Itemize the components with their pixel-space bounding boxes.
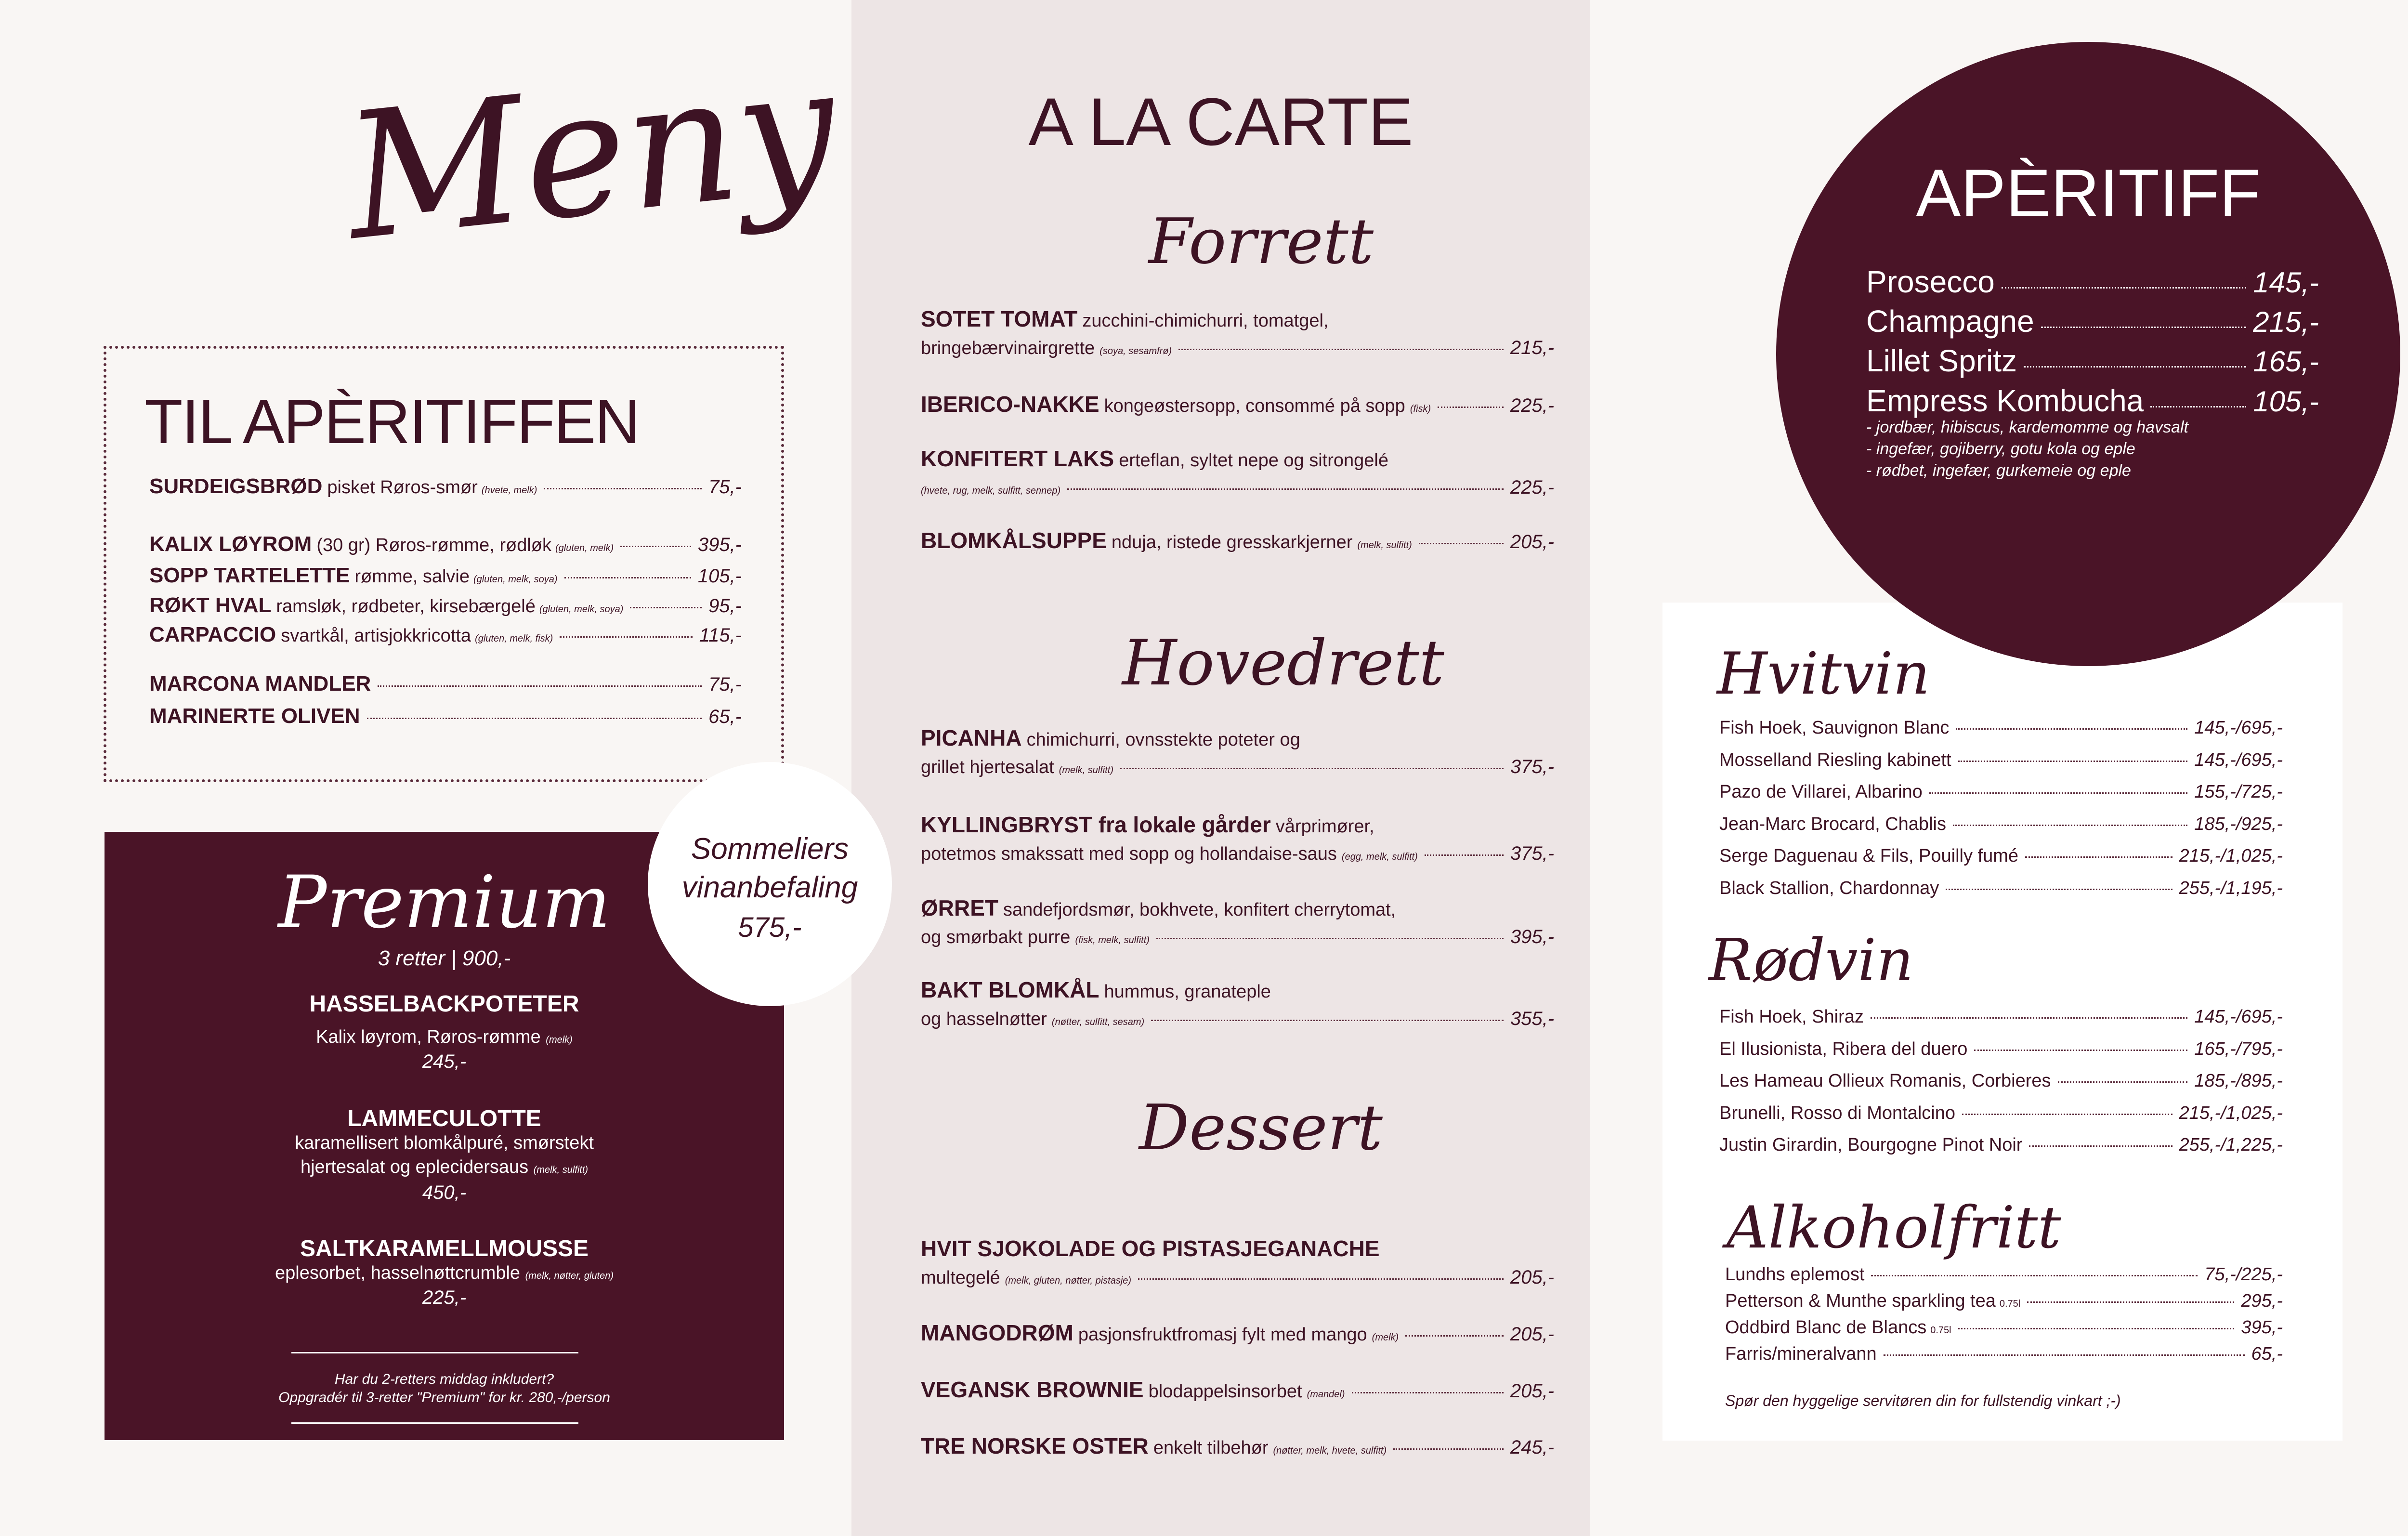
rodvin-item-name: Brunelli, Rosso di Montalcino — [1719, 1103, 1956, 1123]
rodvin-item-price: 215,-/1,025,- — [2179, 1103, 2283, 1123]
hovedrett-dish-allergens: (nøtter, sulfitt, sesam) — [1051, 1017, 1145, 1027]
forrett-dish-line1 — [921, 306, 1554, 332]
aperitiff-note: - ingefær, gojiberry, gotu kola og eple — [1866, 440, 2135, 458]
hovedrett-dish-desc: hummus, granateple — [1104, 982, 1271, 1002]
hvitvin-item — [1719, 750, 2283, 771]
forrett-dish-allergens: (melk, sulfitt) — [1357, 540, 1412, 551]
til-item-desc: pisket Røros-smør — [327, 477, 478, 498]
til-item-desc: rømme, salvie — [354, 566, 470, 587]
dot-leader — [564, 577, 691, 578]
til-item — [149, 474, 742, 499]
sommelier-line1: Sommeliers — [691, 832, 849, 866]
dot-leader — [630, 607, 702, 608]
hovedrett-dish-price: 355,- — [1510, 1008, 1554, 1029]
premium-dish-2-line2 — [105, 1157, 784, 1178]
hovedrett-dish-line2 — [921, 843, 1554, 865]
rodvin-item — [1719, 1103, 2283, 1124]
rodvin-item-price: 255,-/1,225,- — [2179, 1135, 2283, 1155]
dot-leader — [1352, 1392, 1504, 1393]
premium-dish-2-name: LAMMECULOTTE — [347, 1106, 541, 1131]
til-item-price: 105,- — [697, 565, 742, 587]
premium-footer-line2: Oppgradér til 3-retter "Premium" for kr. 280,-/person — [278, 1390, 610, 1405]
dot-leader — [1871, 1017, 2187, 1019]
premium-heading: Premium — [278, 861, 611, 945]
menu-title: Meny — [337, 26, 845, 279]
aperitiff-item-name: Prosecco — [1866, 264, 1995, 299]
rodvin-item — [1719, 1007, 2283, 1027]
aperitiff-item-price: 145,- — [2253, 266, 2319, 299]
aperitiff-heading: APÈRITIFF — [1916, 155, 2261, 231]
dot-leader — [2029, 1145, 2172, 1147]
dessert-dish-name: TRE NORSKE OSTER — [921, 1433, 1149, 1458]
forrett-dish-line2 — [921, 337, 1554, 359]
til-item-allergens: (hvete, melk) — [481, 485, 537, 496]
dessert-dish-name: MANGODRØM — [921, 1320, 1073, 1345]
til-item-desc: (30 gr) Røros-rømme, rødløk — [316, 535, 551, 555]
hovedrett-dish-desc: chimichurri, ovnsstekte poteter og — [1026, 730, 1300, 750]
dot-leader — [1419, 543, 1504, 544]
hovedrett-dish-line1 — [921, 725, 1554, 751]
til-item — [149, 593, 742, 617]
forrett-dish-line1 — [921, 391, 1554, 417]
til-item-name: SURDEIGSBRØD — [149, 474, 323, 498]
alko-item-name: Oddbird Blanc de Blancs — [1725, 1317, 1927, 1338]
hovedrett-dish-line2 — [921, 926, 1554, 948]
dessert-dish-line2 — [921, 1267, 1554, 1288]
hovedrett-dish-price: 375,- — [1510, 843, 1554, 864]
hovedrett-dish-name: KYLLINGBRYST fra lokale gårder — [921, 812, 1271, 837]
dot-leader — [1929, 792, 2187, 794]
dot-leader — [2025, 856, 2172, 858]
premium-divider-top — [291, 1352, 578, 1353]
dot-leader — [2041, 327, 2247, 328]
til-item-name: MARCONA MANDLER — [149, 672, 371, 696]
til-item-price: 75,- — [708, 476, 742, 498]
premium-dish-1-allergens: (melk) — [546, 1035, 573, 1045]
til-item-allergens: (gluten, melk, soya) — [539, 604, 624, 615]
dot-leader — [1953, 825, 2187, 826]
hvitvin-item-price: 155,-/725,- — [2194, 782, 2283, 802]
alko-item-size: 0.75l — [1999, 1299, 2021, 1309]
aperitiff-item — [1866, 303, 2319, 339]
hovedrett-dish-name: ØRRET — [921, 895, 998, 920]
rodvin-item-name: El Ilusionista, Ribera del duero — [1719, 1038, 1968, 1059]
dot-leader — [1438, 407, 1504, 408]
rodvin-item-price: 165,-/795,- — [2194, 1038, 2283, 1059]
forrett-dish-price: 225,- — [1510, 477, 1554, 498]
forrett-dish-desc: kongeøstersopp, consommé på sopp — [1104, 396, 1405, 416]
forrett-dish-name: KONFITERT LAKS — [921, 446, 1114, 471]
premium-dish-3-price: 225,- — [422, 1287, 467, 1308]
dessert-dish-line1 — [921, 1320, 1554, 1346]
til-item — [149, 623, 742, 647]
til-item-desc: ramsløk, rødbeter, kirsebærgelé — [276, 596, 536, 617]
rodvin-item-price: 185,-/895,- — [2194, 1071, 2283, 1091]
aperitiff-item-name: Champagne — [1866, 304, 2034, 339]
hvitvin-item — [1719, 782, 2283, 802]
rodvin-heading: Rødvin — [1709, 927, 1914, 994]
dessert-dish-name: HVIT SJOKOLADE OG PISTASJEGANACHE — [921, 1236, 1380, 1261]
forrett-dish-allergens: (hvete, rug, melk, sulfitt, sennep) — [921, 486, 1061, 496]
til-item-allergens: (gluten, melk, fisk) — [475, 633, 553, 644]
forrett-dish-price: 225,- — [1510, 395, 1554, 416]
forrett-dish-line2 — [921, 477, 1554, 499]
aperitiff-item-price: 215,- — [2253, 306, 2319, 338]
hovedrett-heading: Hovedrett — [1122, 626, 1444, 699]
dessert-dish-allergens: (nøtter, melk, hvete, sulfitt) — [1273, 1445, 1387, 1456]
rodvin-item-name: Justin Girardin, Bourgogne Pinot Noir — [1719, 1135, 2023, 1155]
hovedrett-dish-name: BAKT BLOMKÅL — [921, 977, 1099, 1002]
hvitvin-item — [1719, 718, 2283, 738]
til-item-allergens: (gluten, melk) — [555, 543, 614, 553]
til-item — [149, 564, 742, 588]
premium-dish-2-line2-text: hjertesalat og eplecidersaus — [300, 1157, 529, 1177]
hovedrett-dish-line1 — [921, 812, 1554, 838]
forrett-dish-name: SOTET TOMAT — [921, 306, 1078, 331]
dot-leader — [1958, 761, 2188, 762]
til-item — [149, 672, 742, 696]
dot-leader — [2058, 1081, 2188, 1083]
rodvin-item — [1719, 1071, 2283, 1091]
dot-leader — [1425, 854, 1504, 856]
hvitvin-item-price: 145,-/695,- — [2194, 718, 2283, 738]
hovedrett-dish-line2 — [921, 1008, 1554, 1030]
premium-dish-1-desc — [105, 1027, 784, 1048]
premium-dish-2-allergens: (melk, sulfitt) — [533, 1165, 589, 1175]
til-item-price: 95,- — [708, 595, 742, 617]
hovedrett-dish-price: 395,- — [1510, 926, 1554, 947]
forrett-dish-price: 215,- — [1510, 337, 1554, 358]
sommelier-price: 575,- — [738, 912, 802, 943]
hovedrett-dish-allergens: (egg, melk, sulfitt) — [1341, 852, 1418, 862]
rodvin-item — [1719, 1039, 2283, 1060]
dot-leader — [1067, 488, 1504, 490]
hvitvin-heading: Hvitvin — [1717, 641, 1930, 708]
alacarte-heading: A LA CARTE — [1028, 84, 1413, 159]
forrett-dish-desc: zucchini-chimichurri, tomatgel, — [1082, 311, 1329, 331]
aperitiff-note: - rødbet, ingefær, gurkemeie og eple — [1866, 461, 2131, 480]
aperitiff-item — [1866, 264, 2319, 300]
til-item — [149, 704, 742, 728]
dot-leader — [1156, 938, 1504, 939]
forrett-dish-desc: nduja, ristede gresskarkjerner — [1111, 532, 1353, 552]
dessert-dish-line2-text: multegelé — [921, 1268, 1000, 1288]
hvitvin-item — [1719, 878, 2283, 899]
dessert-dish-line1 — [921, 1377, 1554, 1403]
forrett-dish-price: 205,- — [1510, 531, 1554, 552]
hovedrett-dish-desc: vårprimører, — [1275, 816, 1374, 837]
dot-leader — [2027, 1301, 2234, 1303]
dessert-heading: Dessert — [1139, 1091, 1383, 1164]
forrett-dish-desc: erteflan, syltet nepe og sitrongelé — [1119, 450, 1388, 471]
aperitiff-item-name: Lillet Spritz — [1866, 343, 2017, 378]
hvitvin-item-name: Serge Daguenau & Fils, Pouilly fumé — [1719, 846, 2018, 866]
alko-item-price: 75,-/225,- — [2204, 1264, 2283, 1285]
forrett-dish-allergens: (soya, sesamfrø) — [1099, 346, 1172, 356]
alko-item-price: 295,- — [2241, 1291, 2283, 1311]
forrett-dish-line1 — [921, 527, 1554, 553]
rodvin-item-name: Fish Hoek, Shiraz — [1719, 1007, 1864, 1027]
alko-item — [1725, 1317, 2283, 1338]
aperitiff-item-price: 105,- — [2253, 385, 2319, 418]
dessert-dish-price: 205,- — [1510, 1380, 1554, 1402]
aperitiff-item — [1866, 343, 2319, 379]
alko-item-price: 65,- — [2251, 1344, 2283, 1364]
premium-dish-3-desc — [105, 1263, 784, 1284]
dessert-dish-allergens: (melk) — [1372, 1332, 1399, 1343]
aperitiff-item-price: 165,- — [2253, 345, 2319, 378]
premium-footer-line1: Har du 2-retters middag inkludert? — [334, 1371, 554, 1387]
premium-dish-2-price: 450,- — [422, 1182, 467, 1203]
hovedrett-dish-line2-text: potetmos smakssatt med sopp og hollandaise-saus — [921, 844, 1337, 864]
til-item — [149, 532, 742, 556]
hovedrett-dish-line2-text: og smørbakt purre — [921, 927, 1071, 947]
dessert-dish-line1 — [921, 1433, 1554, 1459]
premium-subtitle: 3 retter | 900,- — [378, 946, 511, 970]
dot-leader — [2002, 287, 2246, 289]
rodvin-item-price: 145,-/695,- — [2194, 1007, 2283, 1027]
dot-leader — [1393, 1448, 1504, 1450]
dessert-dish-name: VEGANSK BROWNIE — [921, 1377, 1144, 1402]
dot-leader — [560, 636, 692, 638]
sommelier-badge — [648, 762, 892, 1006]
til-item-price: 395,- — [697, 534, 742, 555]
dessert-dish-line1 — [921, 1235, 1554, 1261]
hovedrett-dish-allergens: (fisk, melk, sulfitt) — [1075, 935, 1150, 945]
dot-leader — [1958, 1328, 2235, 1329]
premium-dish-3-line1: eplesorbet, hasselnøttcrumble — [275, 1263, 521, 1283]
forrett-dish-line2-text: bringebærvinairgrette — [921, 338, 1095, 358]
hvitvin-item-price: 215,-/1,025,- — [2179, 846, 2283, 866]
hovedrett-dish-line2-text: og hasselnøtter — [921, 1009, 1047, 1029]
hvitvin-item-name: Jean-Marc Brocard, Chablis — [1719, 814, 1946, 834]
rodvin-item-name: Les Hameau Ollieux Romanis, Corbieres — [1719, 1071, 2051, 1091]
dot-leader — [1178, 349, 1504, 350]
sommelier-line2: vinanbefaling — [681, 871, 858, 904]
premium-dish-3-allergens: (melk, nøtter, gluten) — [525, 1271, 614, 1281]
til-item-name: RØKT HVAL — [149, 593, 272, 617]
dessert-dish-desc: pasjonsfruktfromasj fylt med mango — [1078, 1325, 1367, 1345]
aperitiff-item — [1866, 383, 2319, 419]
premium-dish-3-name: SALTKARAMELLMOUSSE — [300, 1236, 589, 1261]
hvitvin-item-price: 145,-/695,- — [2194, 749, 2283, 770]
dot-leader — [1884, 1354, 2245, 1356]
premium-dish-1-line1: Kalix løyrom, Røros-rømme — [316, 1027, 541, 1047]
dot-leader — [2150, 406, 2246, 407]
alko-item — [1725, 1264, 2283, 1285]
dessert-dish-allergens: (melk, gluten, nøtter, pistasje) — [1005, 1275, 1132, 1286]
dessert-dish-desc: blodappelsinsorbet — [1148, 1381, 1302, 1402]
til-item-price: 115,- — [699, 625, 742, 646]
dot-leader — [1946, 889, 2172, 890]
dot-leader — [620, 546, 691, 547]
dot-leader — [1871, 1275, 2198, 1276]
aperitiff-note: - jordbær, hibiscus, kardemomme og havsalt — [1866, 418, 2188, 436]
forrett-dish-line1 — [921, 446, 1554, 472]
til-item-name: SOPP TARTELETTE — [149, 564, 350, 587]
til-item-name: KALIX LØYROM — [149, 532, 312, 556]
dot-leader — [378, 685, 702, 687]
forrett-heading: Forrett — [1149, 205, 1374, 278]
hovedrett-dish-line1 — [921, 895, 1554, 921]
dot-leader — [367, 718, 702, 719]
dot-leader — [1962, 1114, 2172, 1115]
hovedrett-dish-line2-text: grillet hjertesalat — [921, 757, 1054, 777]
hvitvin-item-price: 255,-/1,195,- — [2179, 878, 2283, 898]
til-item-price: 75,- — [708, 674, 742, 695]
dot-leader — [2024, 366, 2246, 368]
forrett-dish-name: IBERICO-NAKKE — [921, 392, 1099, 417]
dessert-dish-price: 205,- — [1510, 1267, 1554, 1288]
til-item-desc: svartkål, artisjokkricotta — [281, 626, 471, 646]
dot-leader — [1138, 1278, 1504, 1280]
hovedrett-dish-line1 — [921, 977, 1554, 1003]
dot-leader — [1151, 1020, 1504, 1021]
hovedrett-dish-name: PICANHA — [921, 725, 1022, 750]
alko-item-price: 395,- — [2241, 1317, 2283, 1338]
alko-item-name: Farris/mineralvann — [1725, 1344, 1877, 1364]
alkoholfritt-heading: Alkoholfritt — [1727, 1195, 2061, 1261]
alko-item-name: Petterson & Munthe sparkling tea — [1725, 1291, 1996, 1311]
alko-item-name: Lundhs eplemost — [1725, 1264, 1865, 1285]
til-item-name: CARPACCIO — [149, 623, 276, 646]
til-item-price: 65,- — [708, 706, 742, 727]
hvitvin-item-name: Black Stallion, Chardonnay — [1719, 878, 1939, 898]
dessert-dish-desc: enkelt tilbehør — [1153, 1438, 1269, 1458]
premium-dish-2-line1: karamellisert blomkålpuré, smørstekt — [295, 1133, 594, 1153]
dot-leader — [544, 488, 702, 489]
alko-item — [1725, 1291, 2283, 1312]
dot-leader — [1974, 1050, 2187, 1051]
forrett-dish-allergens: (fisk) — [1410, 404, 1431, 414]
dot-leader — [1956, 728, 2187, 730]
hvitvin-item-price: 185,-/925,- — [2194, 814, 2283, 834]
wine-footer: Spør den hyggelige servitøren din for fullstendig vinkart ;-) — [1725, 1392, 2121, 1409]
hvitvin-item-name: Mosselland Riesling kabinett — [1719, 749, 1951, 770]
premium-dish-1-name: HASSELBACKPOTETER — [309, 991, 579, 1017]
hvitvin-item — [1719, 846, 2283, 866]
premium-dish-1-price: 245,- — [422, 1051, 467, 1072]
alko-item-size: 0.75l — [1930, 1325, 1951, 1336]
dot-leader — [1120, 768, 1504, 769]
til-aperitiffen-heading: TIL APÈRITIFFEN — [144, 386, 640, 457]
hvitvin-item-name: Pazo de Villarei, Albarino — [1719, 782, 1923, 802]
dot-leader — [1405, 1335, 1504, 1337]
dessert-dish-allergens: (mandel) — [1307, 1389, 1345, 1400]
til-item-name: MARINERTE OLIVEN — [149, 704, 360, 728]
dessert-dish-price: 205,- — [1510, 1324, 1554, 1345]
hovedrett-dish-line2 — [921, 756, 1554, 778]
hovedrett-dish-allergens: (melk, sulfitt) — [1059, 765, 1114, 775]
til-item-allergens: (gluten, melk, soya) — [473, 574, 558, 585]
premium-divider-bottom — [291, 1422, 578, 1424]
hovedrett-dish-desc: sandefjordsmør, bokhvete, konfitert cherrytomat, — [1003, 900, 1396, 920]
hvitvin-item — [1719, 814, 2283, 835]
aperitiff-item-name: Empress Kombucha — [1866, 383, 2144, 418]
forrett-dish-name: BLOMKÅLSUPPE — [921, 528, 1107, 553]
alko-item — [1725, 1344, 2283, 1365]
hovedrett-dish-price: 375,- — [1510, 756, 1554, 777]
hvitvin-item-name: Fish Hoek, Sauvignon Blanc — [1719, 718, 1950, 738]
dessert-dish-price: 245,- — [1510, 1437, 1554, 1458]
rodvin-item — [1719, 1135, 2283, 1155]
